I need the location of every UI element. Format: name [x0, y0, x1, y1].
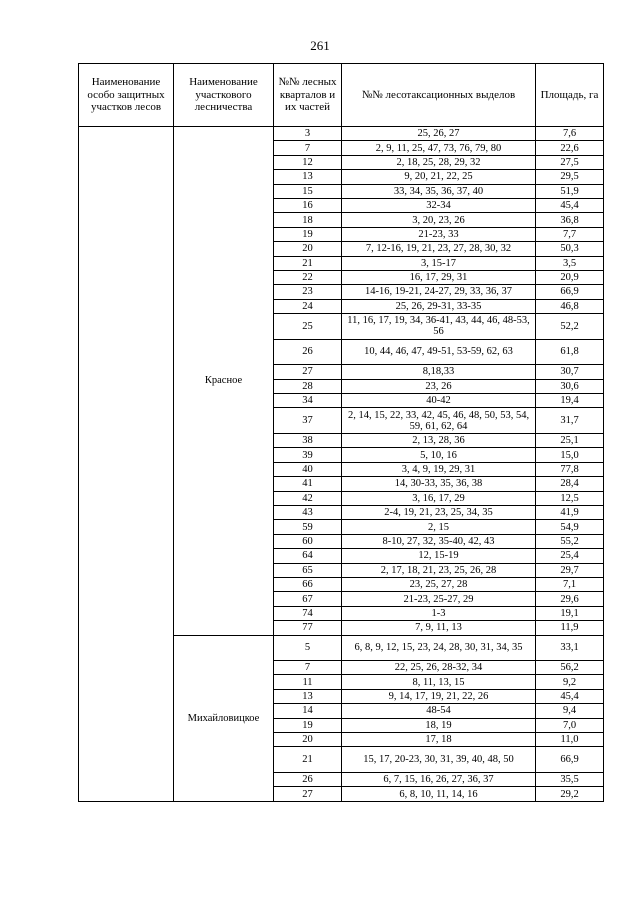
quarter-cell: 19 — [274, 718, 342, 732]
area-cell: 29,7 — [536, 563, 604, 577]
area-cell: 45,4 — [536, 689, 604, 703]
area-cell: 30,7 — [536, 365, 604, 379]
allotments-cell: 7, 9, 11, 13 — [342, 621, 536, 635]
area-cell: 31,7 — [536, 408, 604, 434]
quarter-cell: 22 — [274, 270, 342, 284]
quarter-cell: 21 — [274, 256, 342, 270]
header-district: Наименование участкового лесничества — [174, 64, 274, 127]
forest-plots-table — [78, 63, 604, 802]
allotments-cell: 3, 4, 9, 19, 29, 31 — [342, 462, 536, 476]
quarter-cell: 7 — [274, 661, 342, 675]
area-cell: 19,1 — [536, 606, 604, 620]
quarter-cell: 12 — [274, 155, 342, 169]
area-cell: 19,4 — [536, 394, 604, 408]
header-quarters: №№ лесных кварталов и их частей — [274, 64, 342, 127]
area-cell: 7,6 — [536, 127, 604, 141]
area-cell: 28,4 — [536, 477, 604, 491]
allotments-cell: 23, 25, 27, 28 — [342, 577, 536, 591]
quarter-cell: 65 — [274, 563, 342, 577]
quarter-cell: 27 — [274, 787, 342, 801]
quarter-cell: 43 — [274, 505, 342, 519]
quarter-cell: 67 — [274, 592, 342, 606]
allotments-cell: 3, 16, 17, 29 — [342, 491, 536, 505]
quarter-cell: 41 — [274, 477, 342, 491]
area-cell: 25,1 — [536, 434, 604, 448]
allotments-cell: 7, 12-16, 19, 21, 23, 27, 28, 30, 32 — [342, 242, 536, 256]
allotments-cell: 6, 7, 15, 16, 26, 27, 36, 37 — [342, 773, 536, 787]
allotments-cell: 8-10, 27, 32, 35-40, 42, 43 — [342, 534, 536, 548]
allotments-cell: 17, 18 — [342, 733, 536, 747]
quarter-cell: 25 — [274, 314, 342, 340]
allotments-cell: 10, 44, 46, 47, 49-51, 53-59, 62, 63 — [342, 339, 536, 365]
allotments-cell: 21-23, 25-27, 29 — [342, 592, 536, 606]
table-row — [79, 127, 604, 141]
allotments-cell: 12, 15-19 — [342, 549, 536, 563]
allotments-cell: 15, 17, 20-23, 30, 31, 39, 40, 48, 50 — [342, 747, 536, 773]
allotments-cell: 14-16, 19-21, 24-27, 29, 33, 36, 37 — [342, 285, 536, 299]
quarter-cell: 13 — [274, 689, 342, 703]
allotments-cell: 2, 15 — [342, 520, 536, 534]
area-cell: 55,2 — [536, 534, 604, 548]
allotments-cell: 23, 26 — [342, 379, 536, 393]
quarter-cell: 14 — [274, 704, 342, 718]
area-cell: 7,1 — [536, 577, 604, 591]
area-cell: 61,8 — [536, 339, 604, 365]
quarter-cell: 24 — [274, 299, 342, 313]
area-cell: 33,1 — [536, 635, 604, 661]
area-cell: 9,2 — [536, 675, 604, 689]
area-cell: 3,5 — [536, 256, 604, 270]
quarter-cell: 60 — [274, 534, 342, 548]
quarter-cell: 27 — [274, 365, 342, 379]
allotments-cell: 33, 34, 35, 36, 37, 40 — [342, 184, 536, 198]
quarter-cell: 23 — [274, 285, 342, 299]
allotments-cell: 1-3 — [342, 606, 536, 620]
quarter-cell: 20 — [274, 242, 342, 256]
allotments-cell: 9, 14, 17, 19, 21, 22, 26 — [342, 689, 536, 703]
allotments-cell: 8,18,33 — [342, 365, 536, 379]
district-cell: Красное — [174, 127, 274, 636]
quarter-cell: 21 — [274, 747, 342, 773]
quarter-cell: 59 — [274, 520, 342, 534]
quarter-cell: 66 — [274, 577, 342, 591]
allotments-cell: 6, 8, 10, 11, 14, 16 — [342, 787, 536, 801]
quarter-cell: 64 — [274, 549, 342, 563]
quarter-cell: 19 — [274, 227, 342, 241]
area-cell: 30,6 — [536, 379, 604, 393]
area-cell: 27,5 — [536, 155, 604, 169]
area-cell: 7,7 — [536, 227, 604, 241]
quarter-cell: 20 — [274, 733, 342, 747]
allotments-cell: 2-4, 19, 21, 23, 25, 34, 35 — [342, 505, 536, 519]
allotments-cell: 40-42 — [342, 394, 536, 408]
area-cell: 35,5 — [536, 773, 604, 787]
area-cell: 36,8 — [536, 213, 604, 227]
area-cell: 9,4 — [536, 704, 604, 718]
area-cell: 11,0 — [536, 733, 604, 747]
allotments-cell: 25, 26, 27 — [342, 127, 536, 141]
page-number: 261 — [310, 38, 330, 53]
allotments-cell: 2, 13, 28, 36 — [342, 434, 536, 448]
area-cell: 11,9 — [536, 621, 604, 635]
quarter-cell: 39 — [274, 448, 342, 462]
allotments-cell: 6, 8, 9, 12, 15, 23, 24, 28, 30, 31, 34, 35 — [342, 635, 536, 661]
area-name-cell — [79, 127, 174, 802]
district-cell: Михайловицкое — [174, 635, 274, 801]
area-cell: 29,2 — [536, 787, 604, 801]
area-cell: 66,9 — [536, 285, 604, 299]
allotments-cell: 25, 26, 29-31, 33-35 — [342, 299, 536, 313]
area-cell: 41,9 — [536, 505, 604, 519]
allotments-cell: 18, 19 — [342, 718, 536, 732]
quarter-cell: 11 — [274, 675, 342, 689]
area-cell: 15,0 — [536, 448, 604, 462]
quarter-cell: 26 — [274, 339, 342, 365]
area-cell: 29,6 — [536, 592, 604, 606]
area-cell: 29,5 — [536, 170, 604, 184]
quarter-cell: 15 — [274, 184, 342, 198]
quarter-cell: 42 — [274, 491, 342, 505]
quarter-cell: 40 — [274, 462, 342, 476]
area-cell: 46,8 — [536, 299, 604, 313]
area-cell: 12,5 — [536, 491, 604, 505]
allotments-cell: 2, 14, 15, 22, 33, 42, 45, 46, 48, 50, 53, 54, 59, 61, 62, 64 — [342, 408, 536, 434]
quarter-cell: 37 — [274, 408, 342, 434]
allotments-cell: 8, 11, 13, 15 — [342, 675, 536, 689]
allotments-cell: 2, 18, 25, 28, 29, 32 — [342, 155, 536, 169]
quarter-cell: 13 — [274, 170, 342, 184]
allotments-cell: 3, 20, 23, 26 — [342, 213, 536, 227]
allotments-cell: 32-34 — [342, 198, 536, 212]
allotments-cell: 2, 17, 18, 21, 23, 25, 26, 28 — [342, 563, 536, 577]
area-cell: 20,9 — [536, 270, 604, 284]
area-cell: 25,4 — [536, 549, 604, 563]
area-cell: 77,8 — [536, 462, 604, 476]
area-cell: 50,3 — [536, 242, 604, 256]
area-cell: 45,4 — [536, 198, 604, 212]
allotments-cell: 14, 30-33, 35, 36, 38 — [342, 477, 536, 491]
area-cell: 51,9 — [536, 184, 604, 198]
quarter-cell: 77 — [274, 621, 342, 635]
quarter-cell: 5 — [274, 635, 342, 661]
allotments-cell: 11, 16, 17, 19, 34, 36-41, 43, 44, 46, 48-53, 56 — [342, 314, 536, 340]
area-cell: 56,2 — [536, 661, 604, 675]
allotments-cell: 2, 9, 11, 25, 47, 73, 76, 79, 80 — [342, 141, 536, 155]
allotments-cell: 21-23, 33 — [342, 227, 536, 241]
table-body — [79, 127, 604, 802]
allotments-cell: 16, 17, 29, 31 — [342, 270, 536, 284]
area-cell: 66,9 — [536, 747, 604, 773]
area-cell: 54,9 — [536, 520, 604, 534]
allotments-cell: 48-54 — [342, 704, 536, 718]
header-area-name: Наименование особо защитных участков лесов — [79, 64, 174, 127]
quarter-cell: 38 — [274, 434, 342, 448]
allotments-cell: 22, 25, 26, 28-32, 34 — [342, 661, 536, 675]
area-cell: 22,6 — [536, 141, 604, 155]
area-cell: 52,2 — [536, 314, 604, 340]
area-cell: 7,0 — [536, 718, 604, 732]
header-area: Площадь, га — [536, 64, 604, 127]
quarter-cell: 26 — [274, 773, 342, 787]
quarter-cell: 16 — [274, 198, 342, 212]
header-allotments: №№ лесотаксационных выделов — [342, 64, 536, 127]
quarter-cell: 3 — [274, 127, 342, 141]
quarter-cell: 74 — [274, 606, 342, 620]
allotments-cell: 9, 20, 21, 22, 25 — [342, 170, 536, 184]
allotments-cell: 5, 10, 16 — [342, 448, 536, 462]
quarter-cell: 7 — [274, 141, 342, 155]
quarter-cell: 28 — [274, 379, 342, 393]
allotments-cell: 3, 15-17 — [342, 256, 536, 270]
quarter-cell: 34 — [274, 394, 342, 408]
quarter-cell: 18 — [274, 213, 342, 227]
table-header-row — [79, 64, 604, 127]
